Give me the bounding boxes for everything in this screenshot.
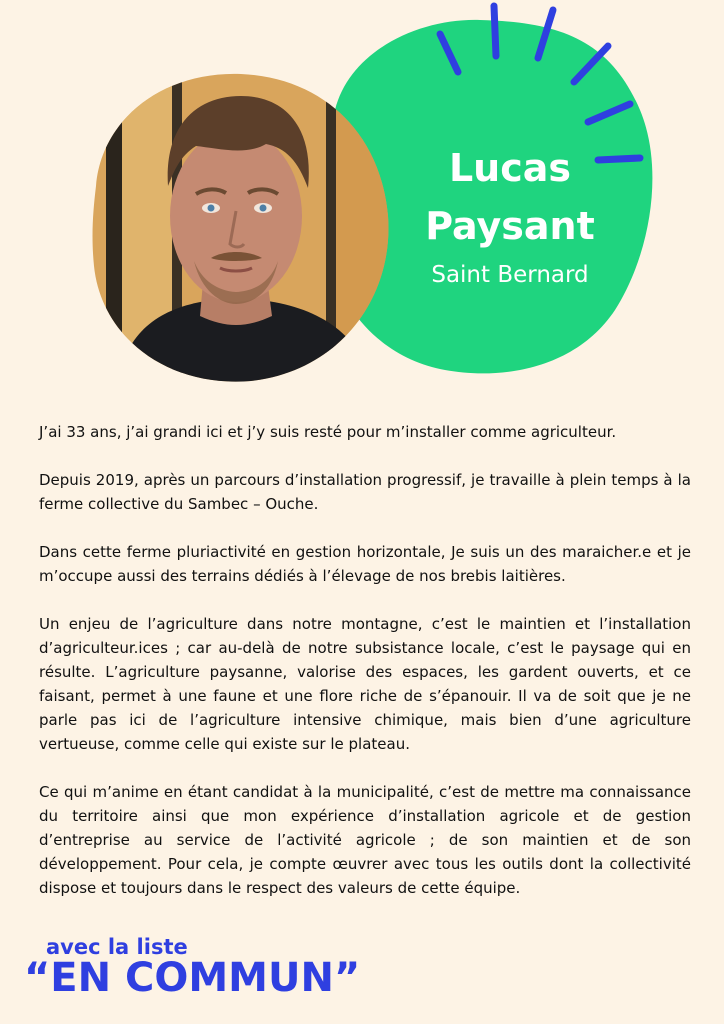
last-name: Paysant (425, 204, 595, 248)
bio-paragraph: J’ai 33 ans, j’ai grandi ici et j’y suis resté pour m’installer comme agriculteur. (39, 423, 617, 441)
list-tagline: avec la liste (46, 935, 188, 959)
list-name-logo: “EN COMMUN” (24, 955, 361, 1001)
biography (39, 420, 691, 924)
bio-paragraph: Depuis 2019, après un parcours d’installation progressif, je travaille à plein temps à la ferme collective du Sambec – Ouche. (39, 471, 691, 513)
town-name: Saint Bernard (431, 262, 589, 288)
bio-paragraph: Dans cette ferme pluriactivité en gestion horizontale, Je suis un des maraicher.e et je m’occupe aussi des terrains dédiés à l’élevage de nos brebis laitières. (39, 543, 691, 585)
first-name: Lucas (448, 146, 572, 190)
bio-paragraph: Un enjeu de l’agriculture dans notre montagne, c’est le maintien et l’installation d’agriculteur.ices ; car au-delà de notre subsistance locale, c’est le paysage qui en résulte. L’agriculture paysanne, valorise des espaces, les gardent ouverts, et ce faisant, permet à une faune et une flore riche de s’épanouir. Il va de soit que je ne parle pas ici de l’agriculture intensive chimique, mais bien d’une agriculture vertueuse, comme celle qui existe sur le plateau. (39, 615, 691, 753)
portrait-photo (76, 66, 394, 388)
bio-paragraph: Ce qui m’anime en étant candidat à la municipalité, c’est de mettre ma connaissance du territoire ainsi que mon expérience d’installation agricole et de gestion d’entreprise au service de l’activité agricole ; de son maintien et de son développement. Pour cela, je compte œuvrer avec tous les outils dont la collectivité dispose et toujours dans le respect des valeurs de cette équipe. (39, 783, 691, 897)
